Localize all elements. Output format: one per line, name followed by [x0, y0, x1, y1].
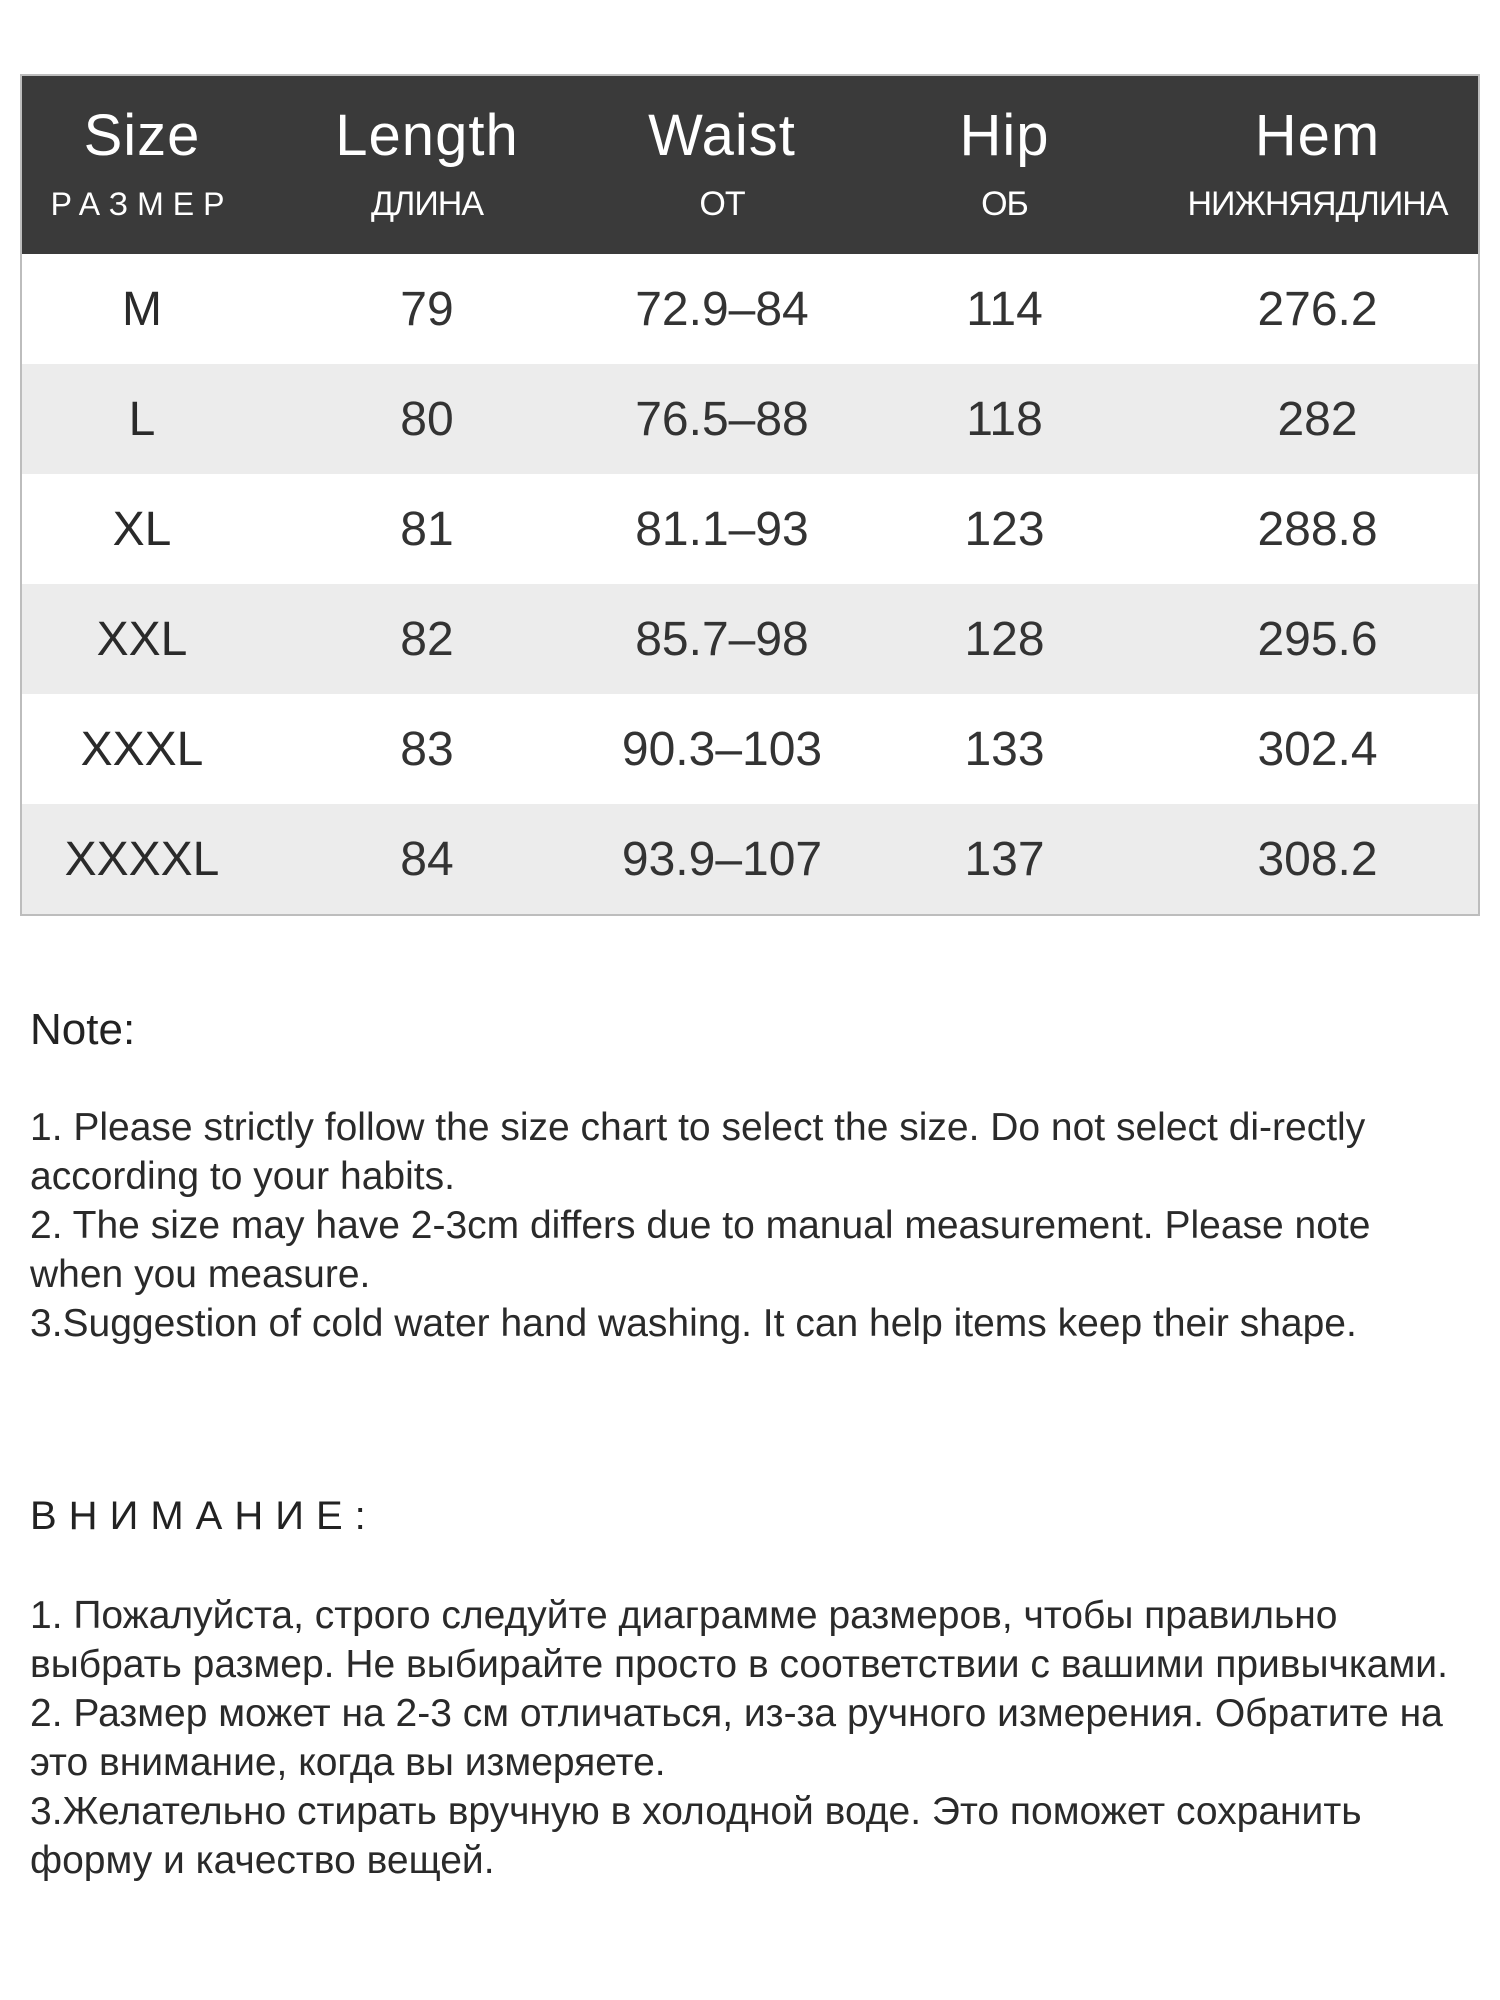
cell-waist: 93.9–107	[621, 832, 823, 886]
header-label-ru: НИЖНЯЯДЛИНА	[1187, 185, 1448, 223]
header-length	[262, 76, 592, 254]
note-item: 1. Please strictly follow the size chart to select the size. Do not select di-rectly according to your habits.	[30, 1106, 1366, 1198]
cell-length: 84	[400, 832, 454, 886]
note-title: ВНИМАНИЕ:	[30, 1494, 378, 1538]
table-row	[22, 254, 1478, 364]
header-label-en: Length	[335, 103, 519, 168]
note-list	[30, 1591, 1470, 1885]
cell-hem: 302.4	[1257, 722, 1378, 776]
note-title: Note:	[30, 1005, 136, 1054]
table-body	[22, 254, 1478, 914]
cell-size: XXL	[96, 612, 188, 666]
note-english	[30, 1005, 1470, 1348]
note-item: 2. The size may have 2-3cm differs due to manual measurement. Please note when you measure.	[30, 1204, 1371, 1296]
cell-hip: 114	[966, 282, 1043, 336]
note-russian	[30, 1494, 1470, 1885]
table-row	[22, 694, 1478, 804]
header-waist	[592, 76, 852, 254]
header-label-ru: РАЗМЕР	[50, 186, 234, 222]
cell-length: 82	[400, 612, 454, 666]
table-row	[22, 584, 1478, 694]
header-label-ru: ДЛИНА	[370, 185, 483, 223]
cell-size: L	[128, 392, 156, 446]
cell-size: XL	[112, 502, 172, 556]
cell-waist: 81.1–93	[635, 502, 809, 556]
cell-waist: 85.7–98	[635, 612, 809, 666]
cell-size: M	[122, 282, 162, 336]
header-label-ru: ОТ	[699, 185, 745, 223]
cell-hem: 308.2	[1257, 832, 1378, 886]
cell-hip: 123	[964, 502, 1045, 556]
note-item: 1. Пожалуйста, строго следуйте диаграмме размеров, чтобы правильно выбрать размер. Не выбирайте просто в соответствии с вашими привычками.	[30, 1594, 1448, 1686]
cell-waist: 76.5–88	[635, 392, 809, 446]
header-size	[22, 76, 262, 254]
cell-waist: 72.9–84	[635, 282, 809, 336]
note-item: 3.Suggestion of cold water hand washing. It can help items keep their shape.	[30, 1302, 1357, 1345]
cell-length: 81	[400, 502, 454, 556]
cell-hem: 282	[1277, 392, 1358, 446]
note-list	[30, 1103, 1470, 1348]
header-label-ru: ОБ	[981, 185, 1028, 223]
cell-size: XXXXL	[64, 832, 220, 886]
table-row	[22, 804, 1478, 914]
cell-hip: 133	[964, 722, 1045, 776]
cell-hip: 128	[964, 612, 1045, 666]
table-row	[22, 474, 1478, 584]
note-item: 3.Желательно стирать вручную в холодной воде. Это поможет сохранить форму и качество вещей.	[30, 1790, 1362, 1882]
cell-length: 80	[400, 392, 454, 446]
cell-hem: 288.8	[1257, 502, 1378, 556]
cell-hip: 118	[966, 392, 1043, 446]
header-label-en: Size	[83, 103, 201, 168]
cell-hem: 276.2	[1257, 282, 1378, 336]
cell-hem: 295.6	[1257, 612, 1378, 666]
cell-hip: 137	[964, 832, 1045, 886]
header-hip	[852, 76, 1157, 254]
header-label-en: Hem	[1254, 103, 1381, 168]
cell-waist: 90.3–103	[621, 722, 823, 776]
header-hem	[1157, 76, 1478, 254]
header-label-en: Waist	[648, 103, 796, 168]
header-label-en: Hip	[959, 103, 1050, 168]
table-row	[22, 364, 1478, 474]
table-header	[22, 76, 1478, 254]
cell-length: 83	[400, 722, 454, 776]
cell-length: 79	[400, 282, 454, 336]
cell-size: XXXL	[80, 722, 204, 776]
size-chart-table	[20, 74, 1480, 916]
note-item: 2. Размер может на 2-3 см отличаться, из-за ручного измерения. Обратите на это внимание, когда вы измеряете.	[30, 1692, 1443, 1784]
